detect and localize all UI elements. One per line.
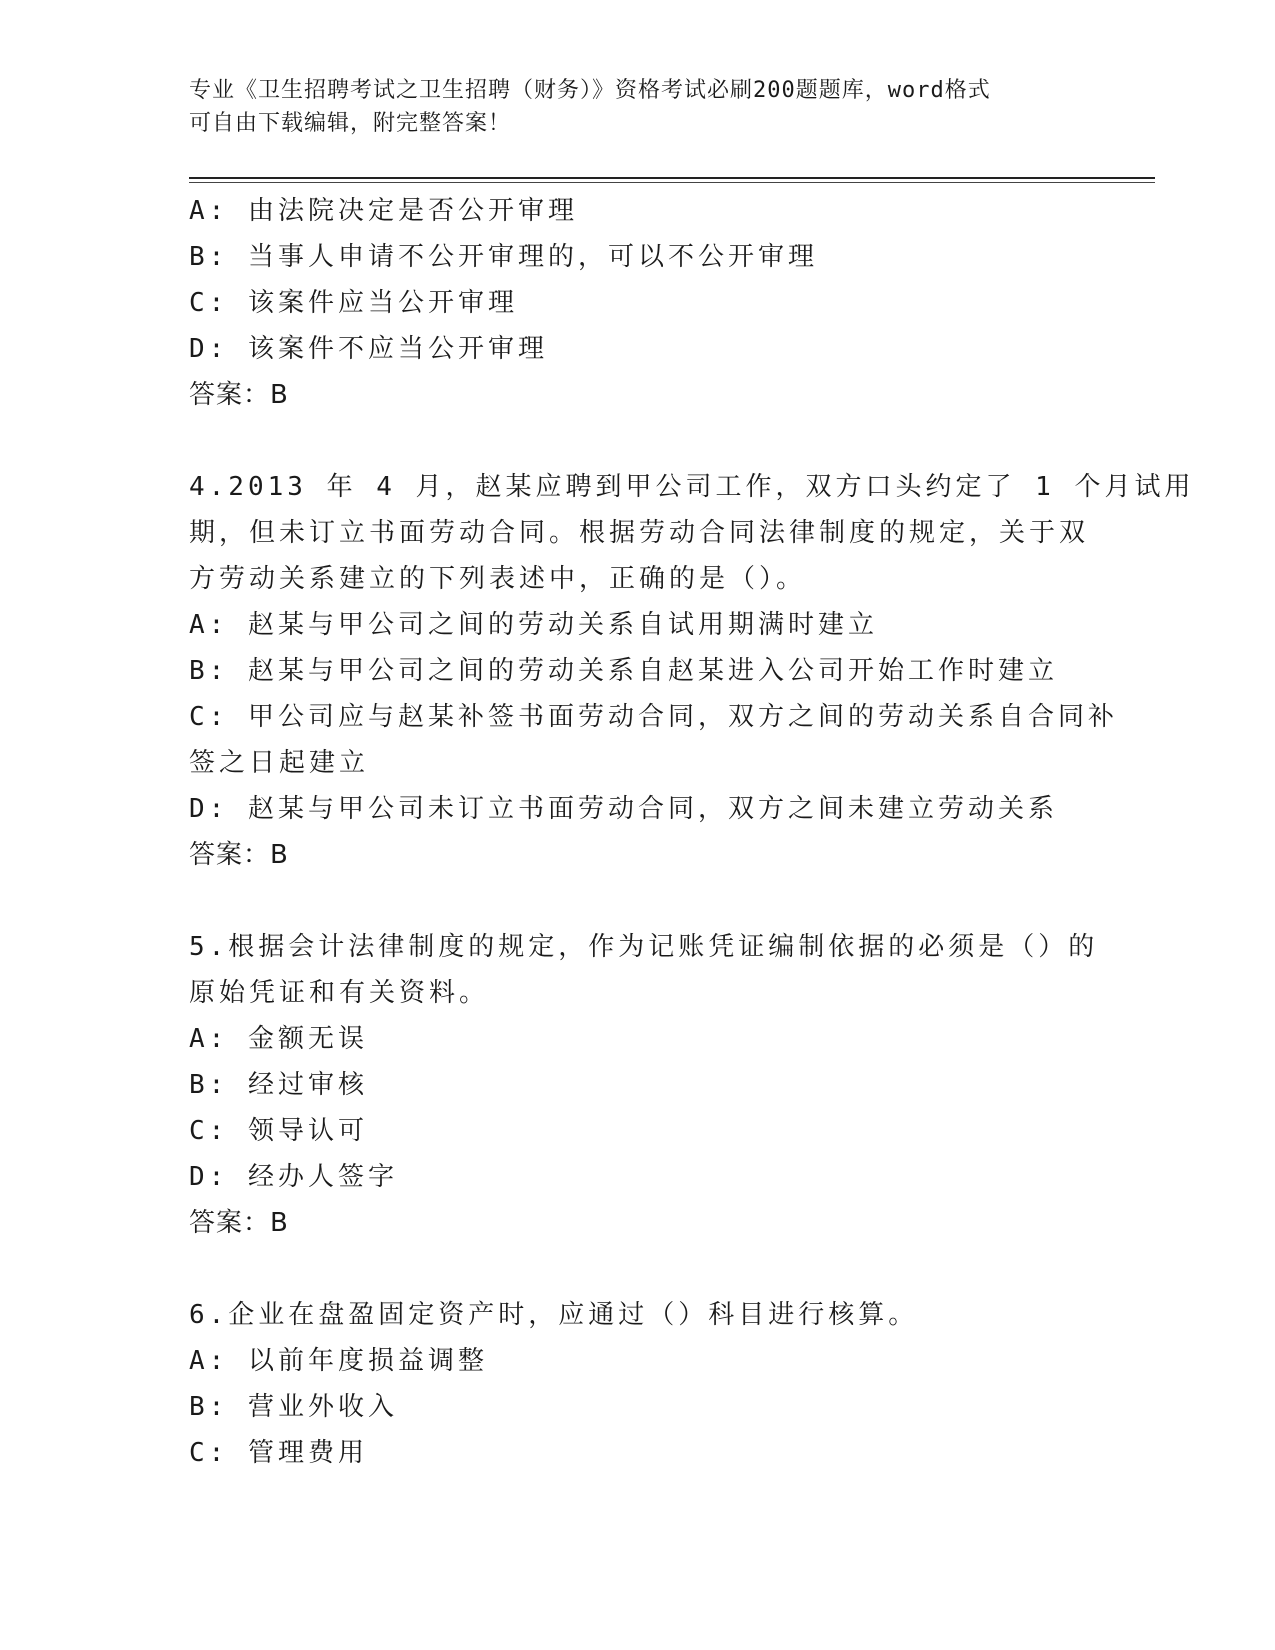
option-c: C: 该案件应当公开审理 — [189, 288, 518, 318]
option-d: D: 赵某与甲公司未订立书面劳动合同，双方之间未建立劳动关系 — [189, 794, 1058, 824]
answer: 答案：B — [189, 1208, 289, 1238]
option-b: B: 赵某与甲公司之间的劳动关系自赵某进入公司开始工作时建立 — [189, 656, 1058, 686]
question-list — [189, 188, 1195, 1476]
question-text-line: 5.根据会计法律制度的规定，作为记账凭证编制依据的必须是（）的 — [189, 932, 1099, 962]
question-text-line: 方劳动关系建立的下列表述中，正确的是（）。 — [189, 564, 807, 594]
question-text-line: 6.企业在盘盈固定资产时，应通过（）科目进行核算。 — [189, 1300, 919, 1330]
option-c: C: 管理费用 — [189, 1438, 368, 1468]
option-a: A: 金额无误 — [189, 1024, 368, 1054]
option-a: A: 以前年度损益调整 — [189, 1346, 488, 1376]
question-text — [189, 924, 1099, 1016]
question-text-line: 4.2013 年 4 月，赵某应聘到甲公司工作，双方口头约定了 1 个月试用 — [189, 472, 1195, 502]
question-text-line: 原始凭证和有关资料。 — [189, 978, 490, 1008]
question-text-line: 期，但未订立书面劳动合同。根据劳动合同法律制度的规定，关于双 — [189, 518, 1090, 548]
option-c: C: 甲公司应与赵某补签书面劳动合同，双方之间的劳动关系自合同补 — [189, 702, 1118, 732]
option-b: B: 营业外收入 — [189, 1392, 398, 1422]
header-rule-thick — [189, 177, 1155, 179]
header-rule-thin — [189, 182, 1155, 183]
option-d: D: 该案件不应当公开审理 — [189, 334, 548, 364]
question-4 — [189, 464, 1195, 878]
header-line-2: 可自由下载编辑，附完整答案！ — [189, 111, 512, 136]
question-3 — [189, 188, 1089, 418]
option-a: A: 由法院决定是否公开审理 — [189, 196, 578, 226]
question-5 — [189, 924, 1099, 1246]
answer: 答案：B — [189, 380, 289, 410]
answer: 答案：B — [189, 840, 289, 870]
question-6 — [189, 1292, 1089, 1476]
document-header — [189, 74, 1069, 140]
header-line-1: 专业《卫生招聘考试之卫生招聘（财务）》资格考试必刷200题题库，word格式 — [189, 78, 991, 103]
option-c-continued: 签之日起建立 — [189, 748, 370, 778]
option-a: A: 赵某与甲公司之间的劳动关系自试用期满时建立 — [189, 610, 878, 640]
option-b: B: 经过审核 — [189, 1070, 368, 1100]
question-text — [189, 1292, 1089, 1338]
option-c: C: 领导认可 — [189, 1116, 368, 1146]
question-text — [189, 464, 1195, 602]
option-d: D: 经办人签字 — [189, 1162, 398, 1192]
option-b: B: 当事人申请不公开审理的，可以不公开审理 — [189, 242, 818, 272]
